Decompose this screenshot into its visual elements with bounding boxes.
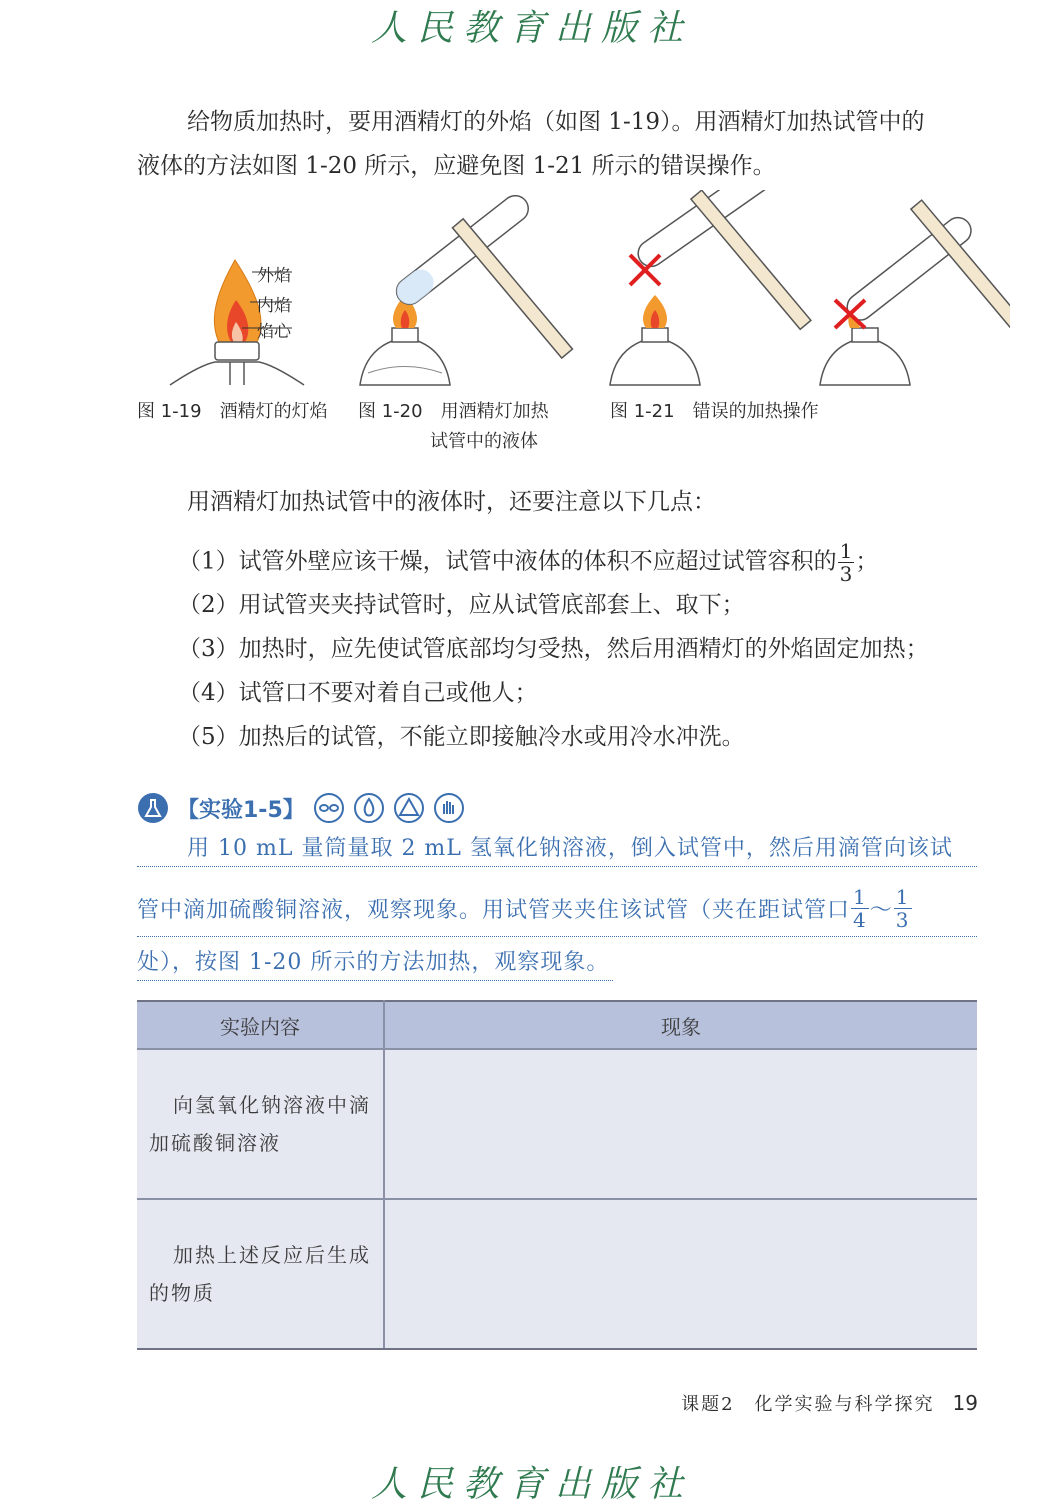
experiment-header bbox=[137, 790, 465, 826]
table-header-row bbox=[137, 1001, 977, 1049]
row-2-content: 加热上述反应后生成 的物质 bbox=[137, 1199, 384, 1349]
caption-fig20-line2: 试管中的液体 bbox=[430, 431, 538, 452]
lamp-body bbox=[170, 362, 304, 385]
note-item-3: （3）加热时，应先使试管底部均匀受热，然后用酒精灯的外焰固定加热； bbox=[178, 636, 929, 662]
flame-icon bbox=[353, 792, 385, 824]
label-flame-core: 焰心 bbox=[257, 322, 291, 342]
caption-fig21: 图 1-21 错误的加热操作 bbox=[610, 401, 819, 422]
fig21-wrong-heating-2 bbox=[820, 200, 1010, 385]
row-1-phenomenon[interactable] bbox=[384, 1049, 977, 1199]
intro-line-2: 液体的方法如图 1-20 所示，应避免图 1-21 所示的错误操作。 bbox=[137, 153, 776, 179]
publisher-watermark-top: 人民教育出版社 bbox=[370, 8, 693, 49]
notes-lead: 用酒精灯加热试管中的液体时，还要注意以下几点： bbox=[187, 489, 716, 515]
header-content: 实验内容 bbox=[137, 1001, 384, 1049]
row-1-content: 向氢氧化钠溶液中滴 加硫酸铜溶液 bbox=[137, 1049, 384, 1199]
flask-icon bbox=[137, 792, 169, 824]
fig20-correct-heating bbox=[360, 190, 572, 385]
lamp-neck bbox=[392, 328, 418, 342]
publisher-watermark-bottom: 人民教育出版社 bbox=[370, 1464, 693, 1505]
note-item-2: （2）用试管夹夹持试管时，应从试管底部套上、取下； bbox=[178, 592, 745, 618]
label-inner-flame: 内焰 bbox=[257, 296, 291, 316]
intro-line-1: 给物质加热时，要用酒精灯的外焰（如图 1-19）。用酒精灯加热试管中的 bbox=[187, 109, 925, 135]
hand-wash-icon bbox=[433, 792, 465, 824]
tube-clamp bbox=[452, 219, 572, 358]
experiment-title: 【实验1-5】 bbox=[177, 797, 305, 823]
fraction-one-fourth: $\frac{1}{4}$ bbox=[853, 884, 867, 932]
label-outer-flame: 外焰 bbox=[257, 266, 291, 286]
observation-table bbox=[137, 1000, 977, 1350]
row-2-phenomenon[interactable] bbox=[384, 1199, 977, 1349]
page-footer bbox=[600, 1390, 978, 1416]
chapter-label: 课题2 化学实验与科学探究 bbox=[681, 1394, 935, 1415]
note-item-1: （1）试管外壁应该干燥，试管中液体的体积不应超过试管容积的 $\frac{1}{3}$ ； bbox=[178, 539, 879, 586]
experiment-line-2: 管中滴加硫酸铜溶液，观察现象。用试管夹夹住该试管（夹在距试管口 $\frac{1}{4}$ ～ $\frac{1}{3}$ bbox=[137, 880, 977, 937]
table-row bbox=[137, 1199, 977, 1349]
fraction-one-third: $\frac{1}{3}$ bbox=[895, 884, 910, 932]
experiment-line-3: 处），按图 1-20 所示的方法加热，观察现象。 bbox=[137, 946, 613, 981]
header-phenomenon: 现象 bbox=[384, 1001, 977, 1049]
table-row bbox=[137, 1049, 977, 1199]
lamp-cap bbox=[215, 342, 259, 360]
page-number: 19 bbox=[952, 1391, 978, 1415]
note-item-1-text: （1）试管外壁应该干燥，试管中液体的体积不应超过试管容积的 bbox=[178, 548, 837, 575]
experiment-line-1: 用 10 mL 量筒量取 2 mL 氢氧化钠溶液，倒入试管中，然后用滴管向该试 bbox=[137, 832, 977, 867]
note-item-5: （5）加热后的试管，不能立即接触冷水或用冷水冲洗。 bbox=[178, 724, 745, 750]
caption-fig19: 图 1-19 酒精灯的灯焰 bbox=[137, 401, 328, 422]
hot-surface-icon bbox=[393, 792, 425, 824]
fig21-wrong-heating-1 bbox=[610, 190, 811, 385]
lamp-body bbox=[360, 340, 450, 385]
goggles-icon bbox=[313, 792, 345, 824]
note-item-4: （4）试管口不要对着自己或他人； bbox=[178, 680, 538, 706]
caption-fig20: 图 1-20 用酒精灯加热 bbox=[358, 401, 549, 422]
fraction-one-third: $\frac{1}{3}$ bbox=[839, 539, 853, 586]
